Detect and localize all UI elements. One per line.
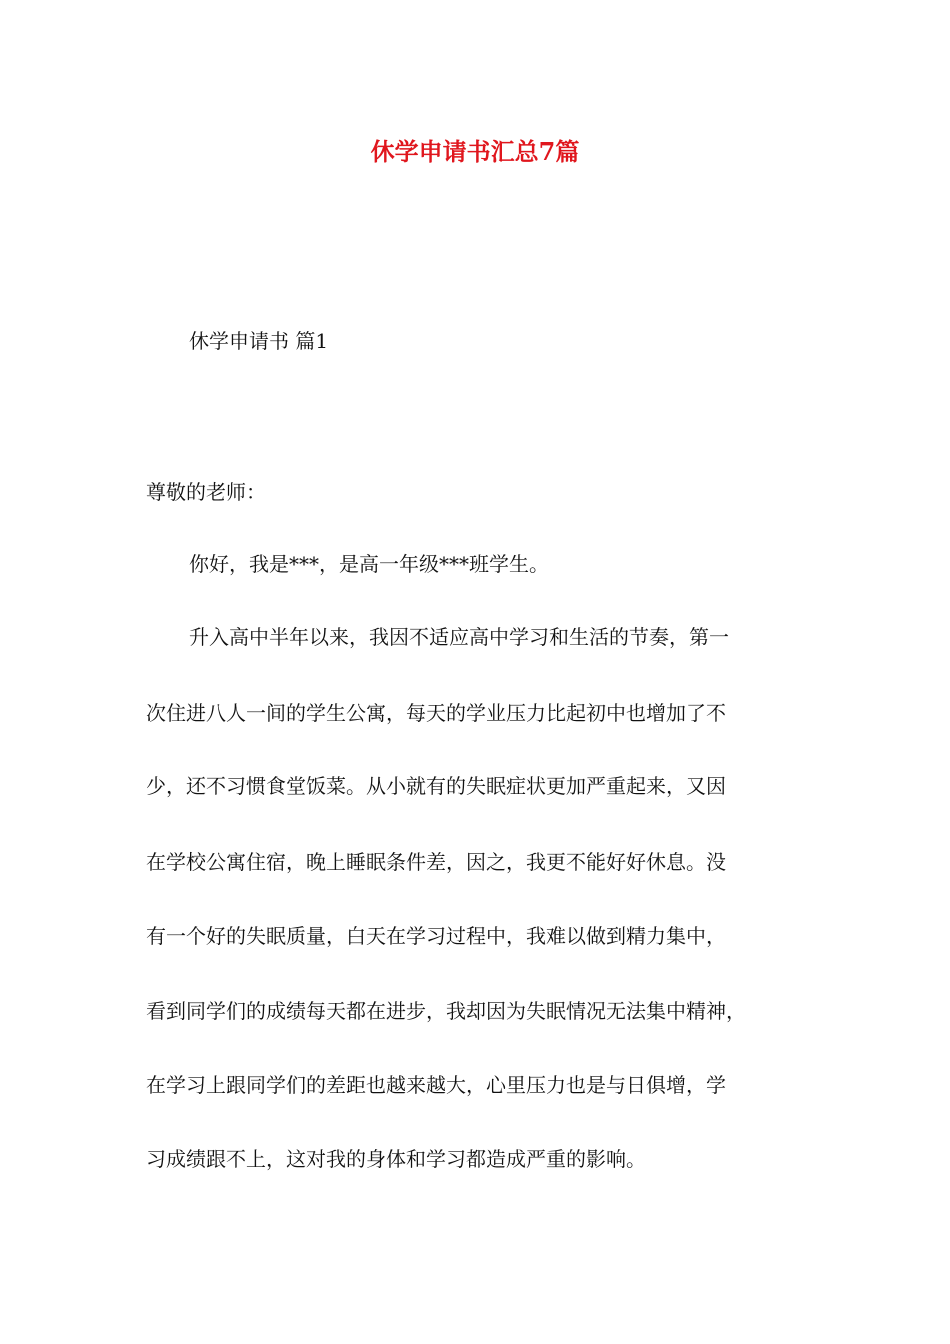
body-line: 看到同学们的成绩每天都在进步，我却因为失眠情况无法集中精神， <box>146 999 746 1023</box>
body-line: 在学校公寓住宿，晚上睡眠条件差，因之，我更不能好好休息。没 <box>146 850 726 874</box>
body-line: 少，还不习惯食堂饭菜。从小就有的失眠症状更加严重起来，又因 <box>146 774 726 798</box>
salutation: 尊敬的老师： <box>146 480 266 504</box>
body-line: 有一个好的失眠质量，白天在学习过程中，我难以做到精力集中， <box>146 924 726 948</box>
body-line: 次住进八人一间的学生公寓，每天的学业压力比起初中也增加了不 <box>146 701 726 725</box>
section-heading: 休学申请书 篇1 <box>189 329 329 353</box>
greeting-paragraph: 你好，我是***，是高一年级***班学生。 <box>189 552 549 576</box>
body-line: 在学习上跟同学们的差距也越来越大，心里压力也是与日俱增，学 <box>146 1073 726 1097</box>
body-line: 习成绩跟不上，这对我的身体和学习都造成严重的影响。 <box>146 1147 646 1171</box>
body-line: 升入高中半年以来，我因不适应高中学习和生活的节奏，第一 <box>189 625 729 649</box>
document-title: 休学申请书汇总7篇 <box>370 137 580 166</box>
